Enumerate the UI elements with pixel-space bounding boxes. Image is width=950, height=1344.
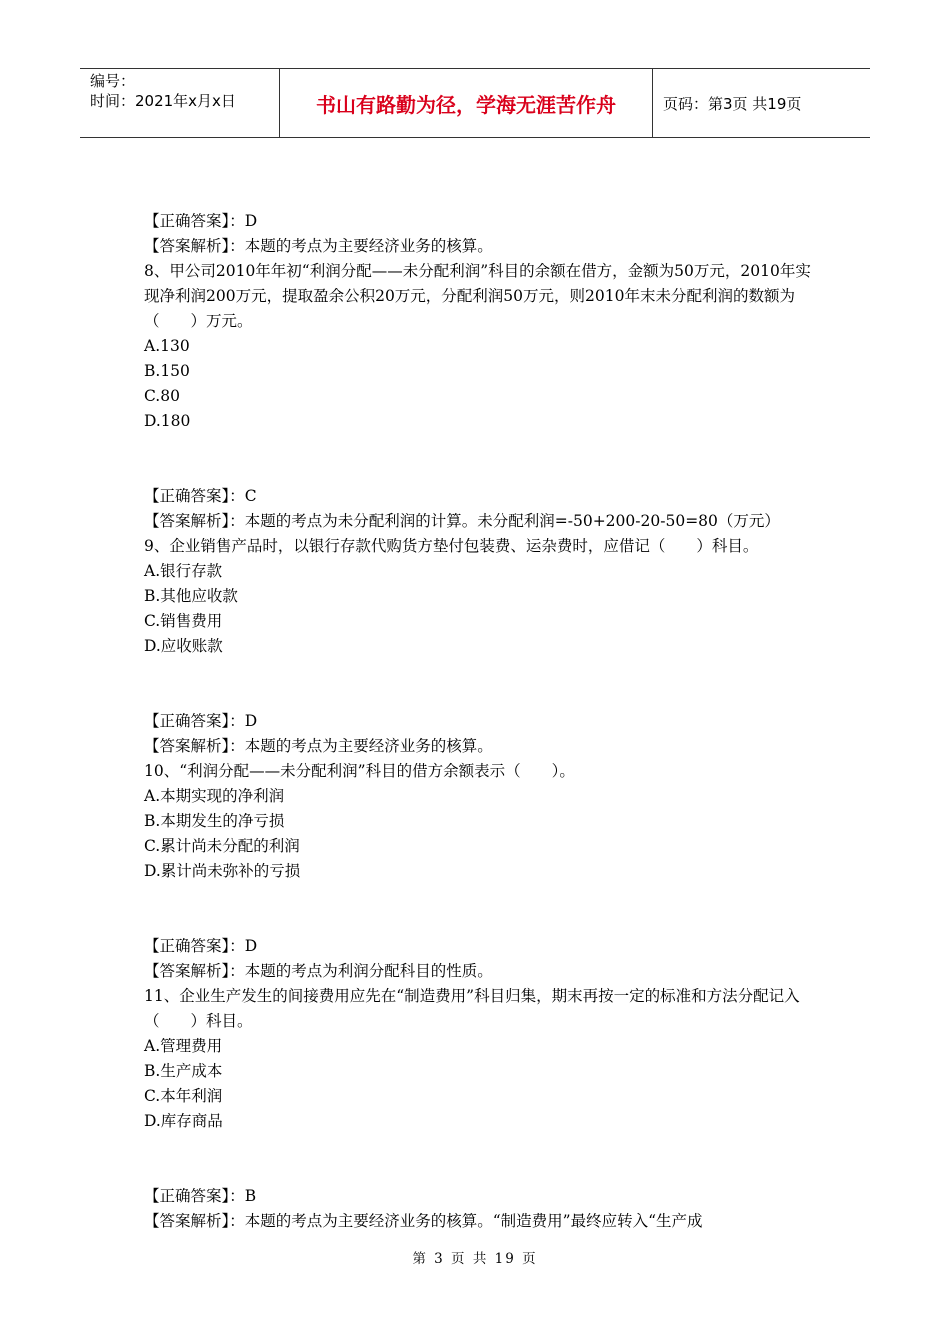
analysis-line: 【答案解析】：本题的考点为利润分配科目的性质。	[144, 962, 493, 980]
option-c: C.累计尚未分配的利润	[144, 837, 300, 855]
option-b: B.其他应收款	[144, 587, 238, 605]
option-c: C.销售费用	[144, 612, 223, 630]
document-body	[144, 209, 812, 1234]
option-b: B.生产成本	[144, 1062, 223, 1080]
analysis-line: 【答案解析】：本题的考点为主要经济业务的核算。	[144, 737, 493, 755]
question-block-8	[144, 209, 812, 434]
header-page-info: 页码：第3页 共19页	[663, 94, 802, 113]
option-a: A.130	[144, 337, 190, 355]
time-label: 时间：2021年x月x日	[90, 92, 236, 110]
page-header	[80, 68, 870, 138]
option-a: A.本期实现的净利润	[144, 787, 285, 805]
answer-line: 【正确答案】：C	[144, 487, 257, 505]
question-text: 9、企业销售产品时，以银行存款代购货方垫付包装费、运杂费时，应借记（ ）科目。	[144, 537, 759, 555]
analysis-line: 【答案解析】：本题的考点为主要经济业务的核算。“制造费用”最终应转入“生产成	[144, 1212, 703, 1230]
answer-block-tail	[144, 1184, 812, 1234]
option-c: C.80	[144, 387, 180, 405]
option-a: A.管理费用	[144, 1037, 223, 1055]
option-b: B.本期发生的净亏损	[144, 812, 285, 830]
answer-line: 【正确答案】：D	[144, 212, 258, 230]
question-block-10	[144, 709, 812, 884]
number-label: 编号：	[90, 72, 136, 90]
question-text: 11、企业生产发生的间接费用应先在“制造费用”科目归集，期末再按一定的标准和方法分配记入（ ）科目。	[144, 987, 800, 1030]
analysis-line: 【答案解析】：本题的考点为未分配利润的计算。未分配利润=-50+200-20-50=80（万元）	[144, 512, 780, 530]
option-d: D.库存商品	[144, 1112, 223, 1130]
option-d: D.应收账款	[144, 637, 223, 655]
page-footer: 第 3 页 共 19 页	[412, 1251, 538, 1267]
answer-line: 【正确答案】：B	[144, 1187, 257, 1205]
header-motto: 书山有路勤为径，学海无涯苦作舟	[280, 69, 653, 137]
question-block-11	[144, 934, 812, 1134]
option-c: C.本年利润	[144, 1087, 223, 1105]
option-d: D.180	[144, 412, 191, 430]
question-text: 10、“利润分配——未分配利润”科目的借方余额表示（ ）。	[144, 762, 575, 780]
option-d: D.累计尚未弥补的亏损	[144, 862, 301, 880]
analysis-line: 【答案解析】：本题的考点为主要经济业务的核算。	[144, 237, 493, 255]
question-text: 8、甲公司2010年年初“利润分配——未分配利润”科目的余额在借方，金额为50万元，2010年实现净利润200万元，提取盈余公积20万元，分配利润50万元，则2010年末未分配利润的数额为（ ）万元。	[144, 262, 811, 330]
question-block-9	[144, 484, 812, 659]
option-a: A.银行存款	[144, 562, 223, 580]
header-meta	[80, 69, 280, 137]
answer-line: 【正确答案】：D	[144, 712, 258, 730]
answer-line: 【正确答案】：D	[144, 937, 258, 955]
option-b: B.150	[144, 362, 190, 380]
